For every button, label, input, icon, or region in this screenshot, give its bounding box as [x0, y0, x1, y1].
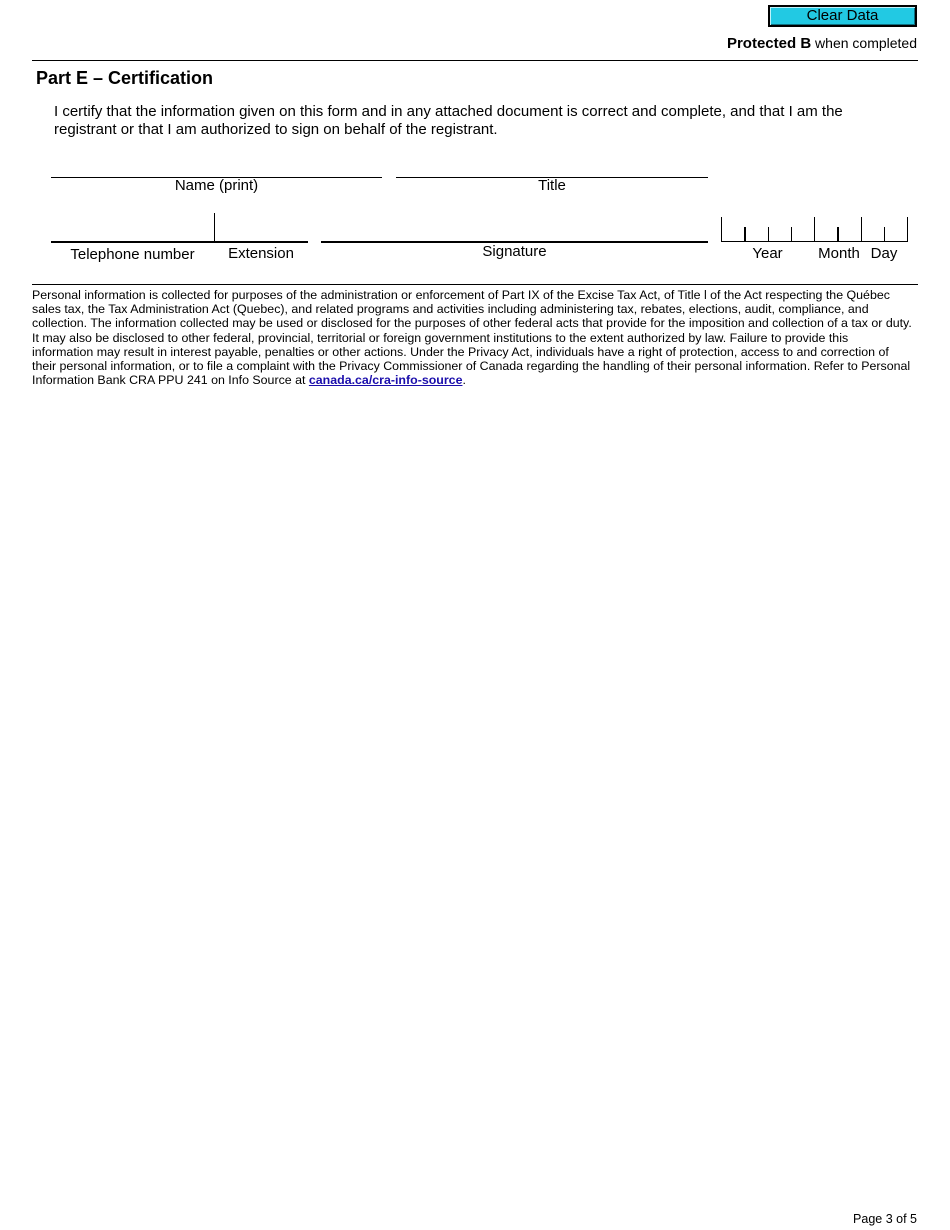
- year-tick: [791, 227, 792, 242]
- signature-label: Signature: [482, 243, 547, 260]
- extension-input-line[interactable]: [214, 241, 308, 243]
- privacy-text: Personal information is collected for purposes of the administration or enforcement of Part IX of the Excise Tax Act, of Title l of the Act respecting the Québec sales tax, the Tax Administration Act (Quebec), and related programs and activities including administering tax, rebates, elections, audit, compliance, and collection. The information collected may be used or disclosed for the purposes of other federal acts that provide for the imposition and collection of a tax or duty. It may also be disclosed to other federal, provincial, territorial or foreign government institutions to the extent authorized by law. Failure to provide this information may result in interest payable, penalties or other actions. Under the Privacy Act, individuals have a right of protection, access to and correction of their personal information, or to file a complaint with the Privacy Commissioner of Canada regarding the handling of their personal information. Refer to Personal Information Bank CRA PPU 241 on Info Source at: [32, 288, 912, 388]
- telephone-label: Telephone number: [70, 246, 195, 263]
- date-right-edge: [907, 217, 908, 242]
- month-tick: [837, 227, 839, 242]
- month-day-separator: [861, 217, 862, 242]
- clear-data-button[interactable]: Clear Data: [768, 5, 917, 27]
- name-label: Name (print): [174, 177, 259, 194]
- telephone-input-line[interactable]: [51, 241, 214, 243]
- extension-label: Extension: [228, 245, 294, 262]
- cra-info-source-link[interactable]: canada.ca/cra-info-source: [308, 373, 463, 388]
- year-month-separator: [814, 217, 815, 242]
- month-label: Month: [818, 245, 860, 262]
- privacy-notice: [32, 288, 912, 387]
- protected-b-bold: Protected B: [726, 35, 812, 52]
- day-tick: [884, 227, 885, 242]
- year-tick: [768, 227, 769, 242]
- privacy-divider: [32, 284, 918, 285]
- certification-statement: I certify that the information given on this form and in any attached document is correct and complete, and that I am the registrant or that I am authorized to sign on behalf of the registrant.: [54, 103, 843, 138]
- date-left-edge: [721, 217, 722, 242]
- part-e-title: Part E – Certification: [36, 68, 214, 88]
- day-label: Day: [870, 245, 898, 262]
- year-label: Year: [752, 245, 783, 262]
- header-divider: [32, 60, 918, 61]
- protected-b-rest: when completed: [811, 35, 917, 51]
- title-label: Title: [538, 177, 566, 194]
- privacy-end: .: [462, 373, 466, 388]
- protected-b-label: [727, 35, 917, 52]
- year-tick: [744, 227, 746, 242]
- telephone-extension-divider: [214, 213, 215, 243]
- page-number: Page 3 of 5: [853, 1212, 917, 1226]
